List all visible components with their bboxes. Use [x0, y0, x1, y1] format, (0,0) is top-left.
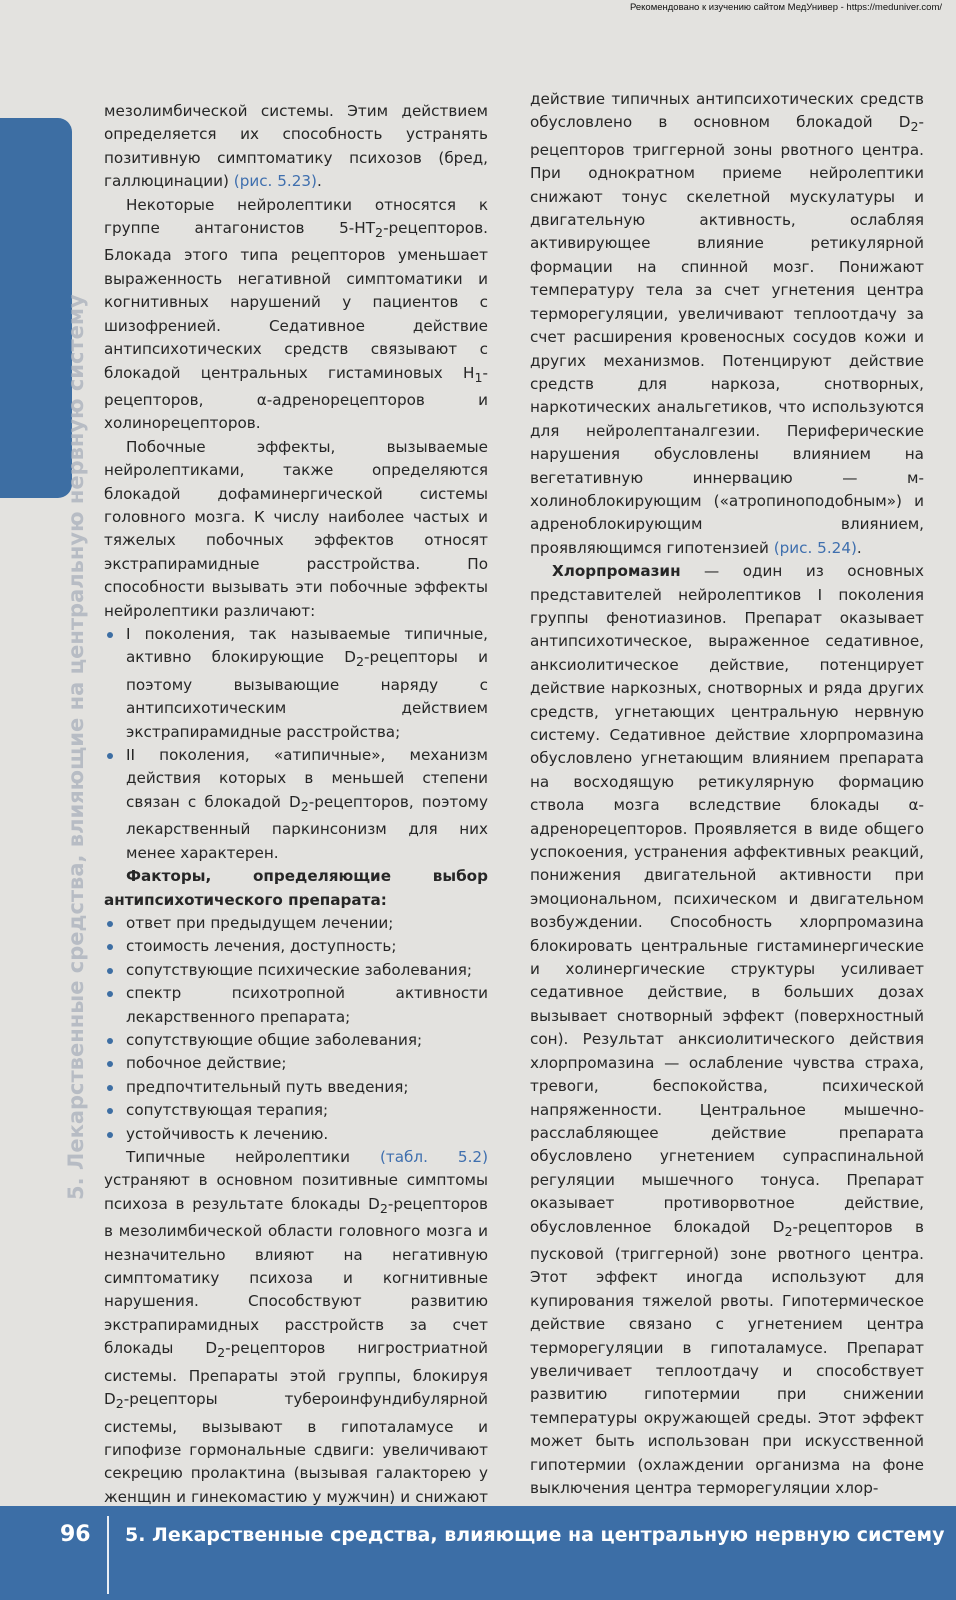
paragraph: Некоторые нейролептики относятся к группе антагонистов $5-HT_2$-рецепторов. Блокада этого типа рецепторов уменьшает выраженность негативной симптоматики и когнитивных нарушений у пациентов с шизофренией. Седативное действие антипсихотических средств связывают с блокадой центральных гистаминовых $H_1$-рецепторов, α-адренорецепторов и холинорецепторов. — [104, 195, 488, 433]
footer-divider — [107, 1516, 109, 1594]
paragraph: Типичные нейролептики (табл. 5.2) устраняют в основном позитивные симптомы психоза в результате блокады $D_2$-рецепторов в мезолимбической области головного мозга и незначительно влияют на негативную симптоматику психоза и когнитивные нарушения. Способствуют развитию экстрапирамидных расстройств за счет блокады $D_2$-рецепторов нигростриатной системы. Препараты этой группы, блокируя $D_2$-рецепторы тубероинфундибулярной системы, вызывают в гипоталамусе и гипофизе гормональные сдвиги: увеличивают секрецию пролактина (вызывая галакторею у женщин и гинекомастию у мужчин) и снижают — [104, 1148, 489, 1506]
list-item: предпочтительный путь введения; — [104, 1076, 488, 1099]
figure-reference[interactable]: (рис. 5.23) — [233, 172, 317, 191]
chapter-side-tab — [0, 118, 72, 498]
table-reference[interactable]: (табл. 5.2) — [379, 1148, 489, 1166]
list-item: сопутствующие общие заболевания; — [104, 1029, 488, 1052]
list-item: спектр психотропной активности лекарственного препарата; — [104, 982, 488, 1029]
factors-list — [104, 912, 488, 1146]
factors-heading: Факторы, определяющие выбор антипсихотического препарата: — [104, 867, 488, 909]
right-text-column — [530, 88, 924, 1500]
list-item: ответ при предыдущем лечении; — [104, 912, 488, 935]
list-item: побочное действие; — [104, 1052, 488, 1075]
paragraph: Хлорпромазин — один из основных представителей нейролептиков I поколения группы фенотиазинов. Препарат оказывает антипсихотическое, выраженное седативное, анксиолитическое действие, потенцирует действие наркозных, снотворных и ряда других средств, угнетающих центральную нервную систему. Седативное действие хлорпромазина обусловлено угнетающим влиянием препарата на восходящую ретикулярную формацию ствола мозга вследствие блокады α-адренорецепторов. Проявляется в виде общего успокоения, устранения аффективных реакций, понижения двигательной активности при эмоциональном, психическом и двигательном возбуждении. Способность хлорпромазина блокировать центральные гистаминергические и холинергические структуры усиливает седативное действие, в больших дозах вызывает снотворный эффект (поверхностный сон). Результат анксиолитического действия хлорпромазина — ослабление чувства страха, тревоги, беспокойства, психической напряженности. Центральное мышечно-расслабляющее действие препарата обусловлено угнетением супраспинальной регуляции мышечного тонуса. Препарат оказывает противорвотное действие, обусловленное блокадой $D_2$-рецепторов в пусковой (триггерной) зоне рвотного центра. Этот эффект иногда используют для купирования тяжелой рвоты. Гипотермическое действие связано с угнетением центра терморегуляции в гипоталамусе. Препарат увеличивает теплоотдачу и способствует развитию гипотермии при снижении температуры окружающей среды. Этот эффект может быть использован при искусственной гипотермии (охлаждении организма на фоне выключения центра терморегуляции хлор- — [530, 562, 924, 1498]
list-item: сопутствующие психические заболевания; — [104, 959, 488, 982]
list-item: стоимость лечения, доступность; — [104, 935, 488, 958]
generation-list — [104, 623, 488, 865]
footer-chapter-title: 5. Лекарственные средства, влияющие на центральную нервную систему — [125, 1524, 945, 1546]
paragraph: Побочные эффекты, вызываемые нейролептиками, также определяются блокадой дофаминергической системы головного мозга. К числу наиболее частых и тяжелых побочных эффектов относят экстрапирамидные расстройства. По способности вызывать эти побочные эффекты нейролептики различают: — [104, 437, 488, 620]
figure-reference[interactable]: (рис. 5.24) — [773, 538, 857, 557]
left-text-column — [104, 100, 488, 1533]
page-number: 96 — [60, 1522, 91, 1547]
meduniver-watermark: Рекомендовано к изучению сайтом МедУнивер - https://meduniver.com/ — [629, 2, 942, 13]
list-item: устойчивость к лечению. — [104, 1123, 488, 1146]
paragraph: действие типичных антипсихотических средств обусловлено в основном блокадой $D_2$-рецепторов триггерной зоны рвотного центра. При однократном приеме нейролептики снижают тонус скелетной мускулатуры и двигательную активность, ослабляя активирующее влияние ретикулярной формации на спинной мозг. Понижают температуру тела за счет угнетения центра терморегуляции, увеличивают теплоотдачу за счет расширения кровеносных сосудов кожи и других механизмов. Потенцируют действие средств для наркоза, снотворных, наркотических анальгетиков, что используются для нейролептаналгезии. Периферические нарушения обусловлены влиянием на вегетативную иннервацию — м-холиноблокирующим («атропиноподобным») и адреноблокирующим влиянием, проявляющимся гипотензией (рис. 5.24). — [530, 90, 924, 557]
side-running-title: 5. Лекарственные средства, влияющие на центральную нервную систему — [64, 294, 88, 1200]
list-item: I поколения, так называемые типичные, активно блокирующие $D_2$-рецепторы и поэтому вызывающие наряду с антипсихотическим действием экстрапирамидные расстройства; — [104, 623, 488, 744]
paragraph: мезолимбической системы. Этим действием определяется их способность устранять позитивную симптоматику психозов (бред, галлюцинации) (рис. 5.23). — [104, 102, 488, 191]
drug-term: Хлорпромазин — [552, 562, 681, 581]
list-item: II поколения, «атипичные», механизм действия которых в меньшей степени связан с блокадой $D_2$-рецепторов, поэтому лекарственный паркинсонизм для них менее характерен. — [104, 744, 488, 865]
list-item: сопутствующая терапия; — [104, 1099, 488, 1122]
page-footer — [0, 1506, 956, 1600]
